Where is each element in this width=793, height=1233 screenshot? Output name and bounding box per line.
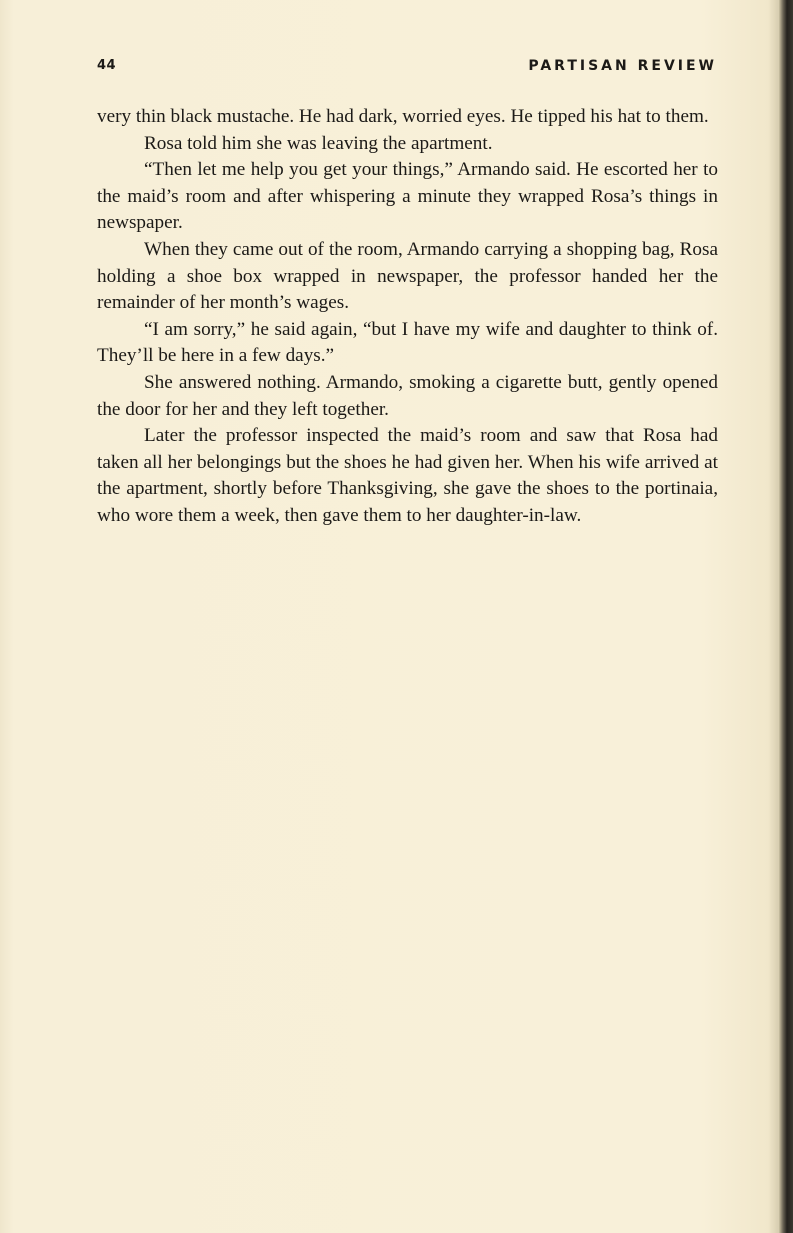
page-number: 44 (97, 58, 117, 73)
page-header (97, 58, 717, 80)
paragraph: very thin black mustache. He had dark, worried eyes. He tipped his hat to them. (97, 106, 709, 127)
paragraph: Later the professor inspected the maid’s room and saw that Rosa had taken all her belongings but the shoes he had given her. When his wife arrived at the apartment, shortly before Thanksgiving, she gave the shoes to the portinaia, who wore them a week, then gave them to her daughter-in-law. (97, 425, 718, 526)
paragraph: “Then let me help you get your things,” Armando said. He escorted her to the maid’s room and after whispering a minute they wrapped Rosa’s things in newspaper. (97, 159, 718, 234)
book-spine-shadow (779, 0, 793, 1233)
paragraph: She answered nothing. Armando, smoking a cigarette butt, gently opened the door for her and they left together. (97, 371, 718, 420)
paragraph: When they came out of the room, Armando carrying a shopping bag, Rosa holding a shoe box wrapped in newspaper, the professor handed her the remainder of her month’s wages. (97, 238, 718, 314)
paragraph: Rosa told him she was leaving the apartment. (144, 132, 493, 154)
paragraph: “I am sorry,” he said again, “but I have my wife and daughter to think of. They’ll be here in a few days.” (97, 318, 718, 367)
body-text (97, 104, 718, 530)
running-head: PARTISAN REVIEW (528, 58, 717, 74)
